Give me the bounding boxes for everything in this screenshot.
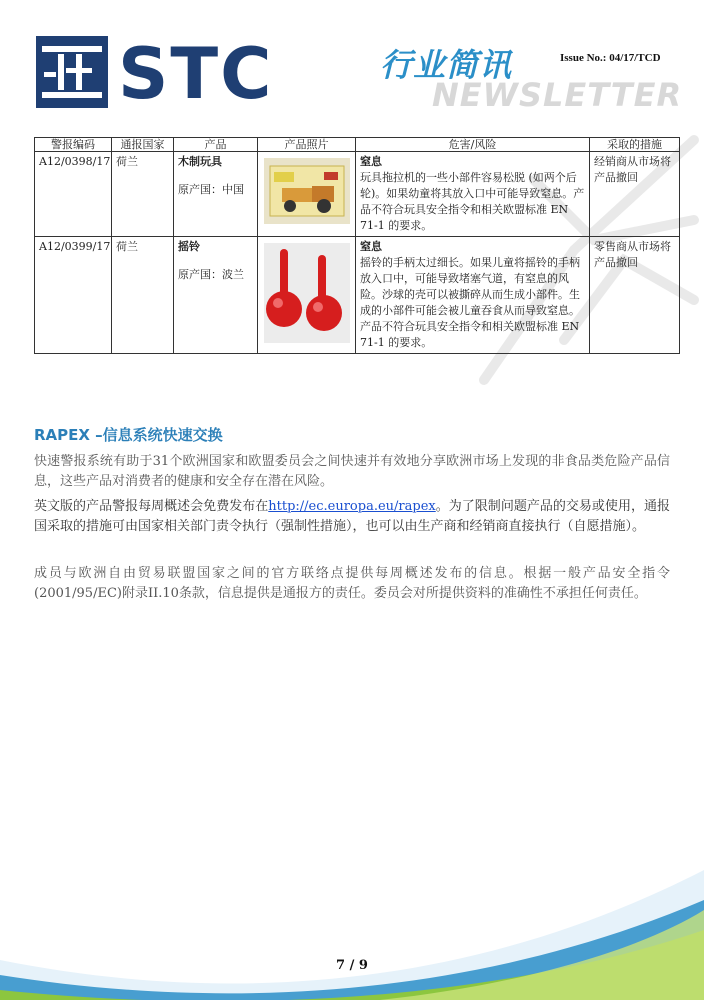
measure-taken: 经销商从市场将产品撤回 bbox=[590, 152, 680, 237]
notifying-country: 荷兰 bbox=[112, 152, 174, 237]
logo-text: STC bbox=[118, 33, 274, 115]
hazard-title: 窒息 bbox=[360, 155, 382, 168]
product-cell bbox=[174, 237, 258, 354]
hazard-text: 摇铃的手柄太过细长。如果儿童将摇铃的手柄放入口中，可能导致堵塞气道，有窒息的风险。沙球的壳可以被撕碎从而生成小部件。生成的小部件可能会被儿童吞食从而导致窒息。产品不符合玩具安全指令和相关欧盟标准 EN 71-1 的要求。 bbox=[360, 256, 580, 349]
rapex-p2-text: 英文版的产品警报每周概述会免费发布在 bbox=[34, 499, 269, 514]
header-country: 通报国家 bbox=[112, 138, 174, 152]
header-product: 产品 bbox=[174, 138, 258, 152]
alert-code: A12/0399/17 bbox=[35, 237, 112, 354]
measure-taken: 零售商从市场将产品撤回 bbox=[590, 237, 680, 354]
alert-code: A12/0398/17 bbox=[35, 152, 112, 237]
table-row bbox=[35, 237, 680, 354]
table-header-row bbox=[35, 138, 680, 152]
header-measures: 采取的措施 bbox=[590, 138, 680, 152]
rapex-paragraph-1: 快速警报系统有助于31个欧洲国家和欧盟委员会之间快速并有效地分享欧洲市场上发现的非食品类危险产品信息，这些产品对消费者的健康和安全存在潜在风险。 bbox=[34, 454, 670, 489]
rapex-p2-text-after: 。为了限制问题产品的交易或使用，通报国采取的措施可由国家相关部门责令执行（强制性措施），也可以由生产商和经销商直接执行（自愿措施）。 bbox=[34, 499, 670, 534]
rapex-title: RAPEX –信息系统快速交换 bbox=[34, 426, 223, 444]
rapex-link[interactable]: http://ec.europa.eu/rapex bbox=[268, 499, 436, 514]
photo-cell bbox=[258, 237, 356, 354]
product-origin: 原产国：波兰 bbox=[178, 268, 244, 281]
page-number: 7 / 9 bbox=[336, 958, 368, 973]
product-name: 木制玩具 bbox=[178, 155, 222, 168]
header-hazard: 危害/风险 bbox=[356, 138, 590, 152]
wooden-toy-tractor-photo bbox=[264, 158, 350, 224]
issue-number: Issue No.: 04/17/TCD bbox=[560, 52, 661, 64]
product-name: 摇铃 bbox=[178, 240, 200, 253]
photo-cell bbox=[258, 152, 356, 237]
red-rattle-photo bbox=[264, 243, 350, 343]
rapex-paragraph-2 bbox=[34, 497, 670, 537]
notifying-country: 荷兰 bbox=[112, 237, 174, 354]
newsletter-title-cn: 行业简讯 bbox=[380, 46, 513, 84]
hazard-cell bbox=[356, 152, 590, 237]
alerts-table bbox=[34, 137, 680, 354]
product-cell bbox=[174, 152, 258, 237]
newsletter-title-en: NEWSLETTER bbox=[432, 76, 683, 114]
hazard-title: 窒息 bbox=[360, 240, 382, 253]
hazard-cell bbox=[356, 237, 590, 354]
product-origin: 原产国：中国 bbox=[178, 183, 244, 196]
footer-swoosh bbox=[0, 850, 704, 1000]
header-alert-code: 警报编码 bbox=[35, 138, 112, 152]
rapex-paragraph-3: 成员与欧洲自由贸易联盟国家之间的官方联络点提供每周概述发布的信息。根据一般产品安全指令(2001/95/EC)附录II.10条款，信息提供是通报方的责任。委员会对所提供资料的准确性不承担任何责任。 bbox=[34, 566, 670, 601]
hazard-text: 玩具拖拉机的一些小部件容易松脱 (如两个后轮)。如果幼童将其放入口中可能导致窒息。产品不符合玩具安全指令和相关欧盟标准 EN 71-1 的要求。 bbox=[360, 171, 585, 232]
logo-emblem bbox=[36, 36, 108, 108]
table-row bbox=[35, 152, 680, 237]
header-photo: 产品照片 bbox=[258, 138, 356, 152]
